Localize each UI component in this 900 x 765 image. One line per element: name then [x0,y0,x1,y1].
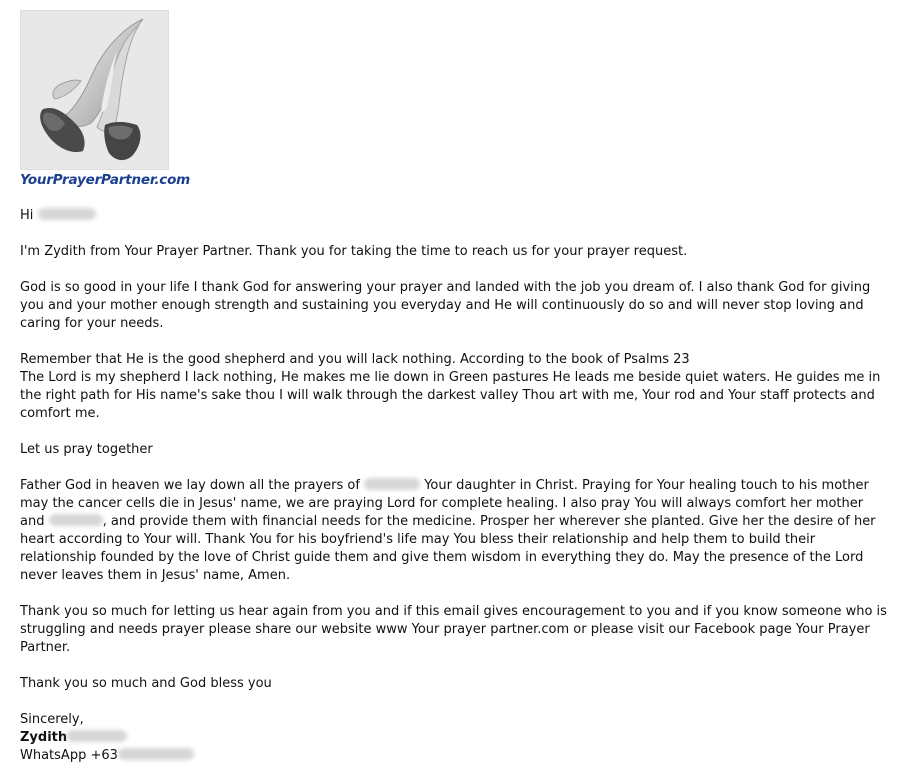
greeting-text: Hi [20,208,34,223]
logo-image [20,10,169,170]
brand-title: YourPrayerPartner.com [20,172,191,188]
prayer-text-c: , and provide them with financial needs for the medicine. Prosper her wherever she planted. Give her the desire of her heart according to Your will. Thank You for his boyfriend's life may You bless their relationship and help them to build their relationship founded by the love of Christ guide them and give them wisdom in everything they do. May the presence of the Lord never leaves them in Jesus' name, Amen. [20,514,876,583]
whatsapp-text: WhatsApp +63 [20,748,118,763]
signer-name: Zydith [20,730,68,745]
thanks-god-paragraph: God is so good in your life I thank God for answering your prayer and landed with the job you dream of. I also thank God for giving you and your mother enough strength and sustaining you everyday and He will continuously do so and will never stop loving and caring for your needs. [20,280,871,331]
sincerely-line: Sincerely, [20,712,84,727]
signer-line [20,729,890,747]
prayer-text-b: Your daughter in Christ. Praying for Your healing touch to his mother may the cancer cells die in Jesus' name, we are praying Lord for complete healing. I also pray You will always comfort her mother and [20,478,869,529]
greeting-line [20,207,890,225]
prayer-text-a: Father God in heaven we lay down all the prayers of [20,478,360,493]
signature-block [20,711,890,765]
intro-paragraph: I'm Zydith from Your Prayer Partner. Thank you for taking the time to reach us for your prayer request. [20,244,688,259]
whatsapp-line [20,747,890,765]
psalm-paragraph [20,351,890,423]
praying-hands-icon [21,11,168,169]
pray-together: Let us pray together [20,442,153,457]
prayer-paragraph [20,477,890,585]
redacted-surname [67,730,127,742]
redacted-name [49,514,103,526]
redacted-name [38,208,96,220]
psalm-text: The Lord is my shepherd I lack nothing, He makes me lie down in Green pastures He leads me beside quiet waters. He guides me in the right path for His name's sake thou I will walk through the darkest valley Thou art with me, Your rod and Your staff protects and comfort me. [20,370,881,421]
email-body [20,207,890,765]
redacted-name [364,478,420,490]
thanks-line: Thank you so much and God bless you [20,676,272,691]
psalm-intro: Remember that He is the good shepherd and you will lack nothing. According to the book of Psalms 23 [20,352,690,367]
redacted-phone [118,748,194,760]
closing-paragraph: Thank you so much for letting us hear again from you and if this email gives encouragement to you and if you know someone who is struggling and needs prayer please share our website www Your prayer partner.com or please visit our Facebook page Your Prayer Partner. [20,604,887,655]
